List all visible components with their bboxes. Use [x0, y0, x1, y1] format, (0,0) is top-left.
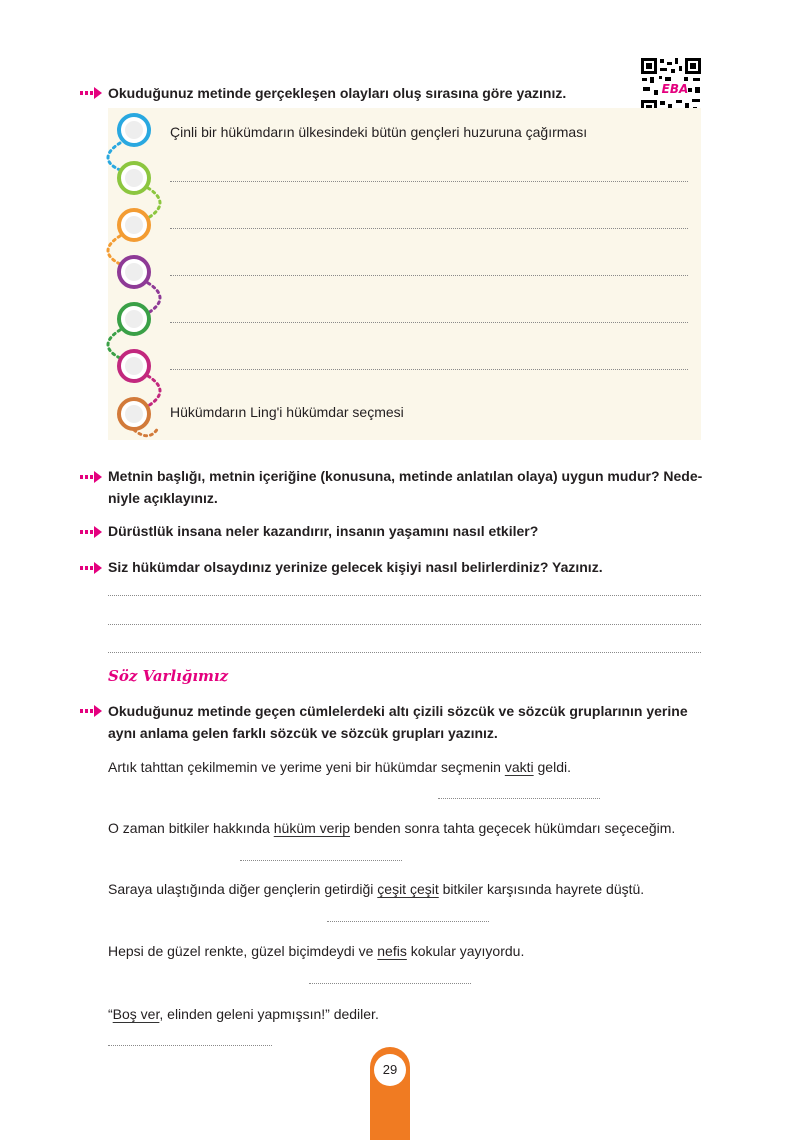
- underlined-word: vakti: [504, 759, 534, 775]
- question-3: Dürüstlük insana neler kazandırır, insanın yaşamını nasıl etkiler?: [108, 523, 539, 539]
- question-4: Siz hükümdar olsaydınız yerinize gelecek kişiyi nasıl belirlerdiniz? Yazınız.: [108, 559, 603, 575]
- timeline-circle-4: [119, 257, 149, 287]
- question-2: [108, 465, 703, 509]
- timeline-circle-7: [119, 399, 149, 429]
- sentence-text: O zaman bitkiler hakkında: [108, 820, 274, 836]
- timeline-circle-3: [119, 210, 149, 240]
- underlined-word: hüküm verip: [273, 820, 351, 836]
- answer-line-step-2[interactable]: [170, 181, 688, 182]
- question-5-line1: Okuduğunuz metinde geçen cümlelerdeki altı çizili sözcük ve sözcük gruplarının yerine: [108, 703, 688, 719]
- sentence-5: [108, 1006, 379, 1022]
- arrow-bullet-icon: [80, 87, 102, 99]
- arrow-bullet-icon: [80, 526, 102, 538]
- sentence-text: “: [108, 1006, 113, 1022]
- timeline-circle-5: [119, 304, 149, 334]
- sentence-text: Artık tahttan çekilmemin ve yerime yeni bir hükümdar seçmenin: [108, 759, 505, 775]
- answer-line-q4-3[interactable]: [108, 652, 701, 653]
- answer-line-step-3[interactable]: [170, 228, 688, 229]
- sentence-1: [108, 759, 571, 775]
- answer-line-sentence-1[interactable]: [438, 798, 600, 799]
- answer-line-sentence-5[interactable]: [108, 1045, 272, 1046]
- timeline-step-last: Hükümdarın Ling'i hükümdar seçmesi: [170, 404, 404, 420]
- answer-line-step-6[interactable]: [170, 369, 688, 370]
- answer-line-q4-2[interactable]: [108, 624, 701, 625]
- sentence-text: benden sonra tahta geçecek hükümdarı seçeceğim.: [350, 820, 676, 836]
- sentence-2: [108, 820, 675, 836]
- section-title: Söz Varlığımız: [108, 667, 229, 685]
- arrow-bullet-icon: [80, 471, 102, 483]
- answer-line-step-4[interactable]: [170, 275, 688, 276]
- sentence-text: geldi.: [533, 759, 571, 775]
- answer-line-step-5[interactable]: [170, 322, 688, 323]
- timeline-circle-1: [119, 115, 149, 145]
- answer-line-q4-1[interactable]: [108, 595, 701, 596]
- page-number: 29: [374, 1054, 406, 1086]
- sentence-3: [108, 881, 644, 897]
- timeline-step-first: Çinli bir hükümdarın ülkesindeki bütün gençleri huzuruna çağırması: [170, 124, 588, 140]
- sentence-text: , elinden geleni yapmışsın!” dediler.: [159, 1006, 379, 1022]
- question-1: Okuduğunuz metinde gerçekleşen olayları oluş sırasına göre yazınız.: [108, 85, 567, 101]
- sentence-text: bitkiler karşısında hayrete düştü.: [438, 881, 645, 897]
- answer-line-sentence-4[interactable]: [309, 983, 471, 984]
- timeline-circle-2: [119, 163, 149, 193]
- sentence-text: kokular yayıyordu.: [406, 943, 525, 959]
- timeline-panel: [108, 108, 701, 440]
- sentence-text: Saraya ulaştığında diğer gençlerin getirdiği: [108, 881, 378, 897]
- arrow-bullet-icon: [80, 705, 102, 717]
- question-5: [108, 700, 703, 744]
- question-2-line2: niyle açıklayınız.: [108, 490, 218, 506]
- arrow-bullet-icon: [80, 562, 102, 574]
- eba-badge: EBA: [661, 82, 689, 96]
- question-2-line1: Metnin başlığı, metnin içeriğine (konusuna, metinde anlatılan olaya) uygun mudur? Nede-: [108, 468, 703, 484]
- underlined-word: çeşit çeşit: [377, 881, 439, 897]
- sentence-text: Hepsi de güzel renkte, güzel biçimdeydi ve: [108, 943, 378, 959]
- answer-line-sentence-3[interactable]: [327, 921, 489, 922]
- timeline-circle-6: [119, 351, 149, 381]
- timeline-path: [100, 108, 170, 443]
- question-5-line2: aynı anlama gelen farklı sözcük ve sözcük grupları yazınız.: [108, 725, 498, 741]
- underlined-word: nefis: [377, 943, 407, 959]
- underlined-word: Boş ver: [112, 1006, 160, 1022]
- sentence-4: [108, 943, 524, 959]
- answer-line-sentence-2[interactable]: [240, 860, 402, 861]
